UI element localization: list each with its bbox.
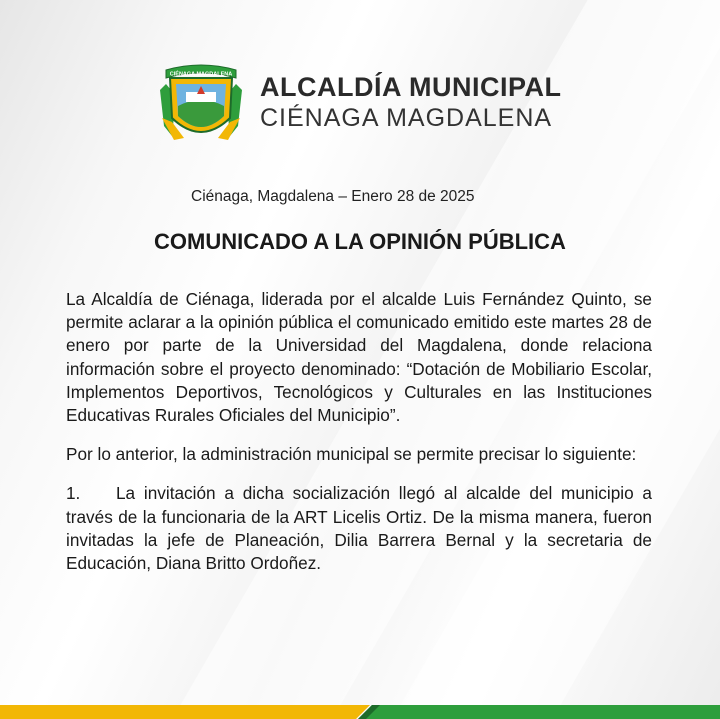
letterhead-subtitle: CIÉNAGA MAGDALENA [260,104,553,132]
municipal-seal-logo [158,60,244,146]
date-line: Ciénaga, Magdalena – Enero 28 de 2025 [191,188,475,205]
paragraph: La Alcaldía de Ciénaga, liderada por el alcalde Luis Fernández Quinto, se permite aclarar a la opinión pública el comunicado emitido este martes 28 de enero por parte de la Universidad del Magdalena, donde relaciona información sobre el proyecto denominado: “Dotación de Mobiliario Escolar, Implementos Deportivos, Tecnológicos y Culturales en las Instituciones Educativas Rurales Oficiales del Municipio”. [66,289,652,426]
svg-text:CIÉNAGA MAGDALENA: CIÉNAGA MAGDALENA [169,71,233,78]
item-number: 1. [66,483,81,504]
document-heading: COMUNICADO A LA OPINIÓN PÚBLICA [154,229,566,254]
item-text: La invitación a dicha socialización llegó al alcalde del municipio a través de la funcionaria de la ART Licelis Ortiz. De la misma manera, fueron invitadas la jefe de Planeación, Dilia Barrera Bernal y la secretaria de Educación, Diana Britto Ordoñez. [66,483,652,574]
paragraph: Por lo anterior, la administración municipal se permite precisar lo siguiente: [66,444,637,465]
document-body [66,288,652,575]
footer-color-band [0,705,720,719]
letterhead [158,60,598,150]
letterhead-title: ALCALDÍA MUNICIPAL [260,72,562,102]
numbered-item [66,482,652,575]
